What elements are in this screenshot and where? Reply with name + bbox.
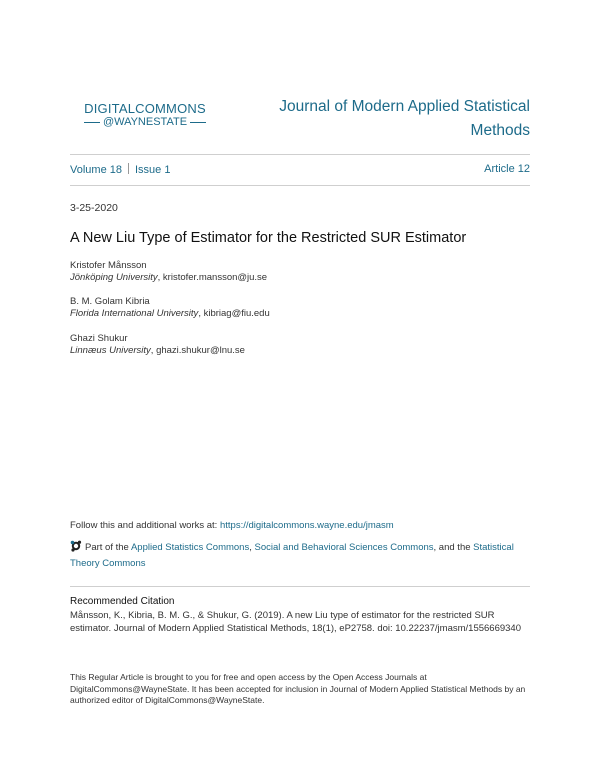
follow-text: Follow this and additional works at:	[70, 520, 220, 531]
part-of-separator: ,	[249, 542, 255, 553]
author-institution: Jönköping University	[70, 272, 158, 283]
issue-separator	[128, 163, 129, 174]
logo-dash-left	[84, 122, 100, 123]
author-email: , kibriag@fiu.edu	[198, 308, 270, 319]
logo-wordmark: DIGITALCOMMONS	[84, 101, 206, 116]
part-of-line	[70, 540, 530, 572]
divider-mid	[70, 185, 530, 186]
author-block	[70, 333, 530, 357]
citation-text: Månsson, K., Kibria, B. M. G., & Shukur, G. (2019). A new Liu type of estimator for the restricted SUR estimator. Journal of Modern Applied Statistical Methods, 18(1), eP2758. doi: 10.22237/jmasm/1556669340	[70, 610, 521, 634]
citation-heading: Recommended Citation	[70, 596, 175, 607]
publication-date: 3-25-2020	[70, 202, 118, 214]
follow-line	[70, 520, 530, 531]
collection-url-link[interactable]: https://digitalcommons.wayne.edu/jmasm	[219, 520, 394, 531]
access-note: This Regular Article is brought to you for free and open access by the Open Access Journals at DigitalCommons@WayneState. It has been accepted for inclusion in Journal of Modern Applied Statistical Methods by an authorized editor of DigitalCommons@WayneState.	[70, 672, 526, 705]
article-link[interactable]: Article 12	[484, 163, 530, 175]
author-name: Ghazi Shukur	[70, 333, 128, 344]
statistical-theory-link[interactable]: Statistical Theory Commons	[70, 542, 514, 569]
author-email: , kristofer.mansson@ju.se	[157, 272, 268, 283]
author-institution: Linnæus University	[70, 345, 151, 356]
divider-top	[70, 154, 530, 155]
author-name: B. M. Golam Kibria	[70, 296, 150, 307]
network-icon	[70, 540, 82, 552]
social-behavioral-sciences-link[interactable]: Social and Behavioral Sciences Commons	[254, 542, 434, 553]
part-of-prefix: Part of the	[85, 542, 131, 553]
divider-bottom	[70, 586, 530, 587]
issue-link[interactable]: Issue 1	[134, 164, 171, 176]
author-email: , ghazi.shukur@lnu.se	[150, 345, 245, 356]
journal-title-link[interactable]: Journal of Modern Applied Statistical Methods	[279, 98, 530, 139]
article-title: A New Liu Type of Estimator for the Restricted SUR Estimator	[70, 230, 467, 246]
author-block	[70, 260, 530, 284]
author-name: Kristofer Månsson	[70, 260, 147, 271]
logo-dash-right	[190, 122, 206, 123]
volume-link[interactable]: Volume 18	[70, 164, 122, 176]
applied-statistics-link[interactable]: Applied Statistics Commons	[130, 542, 250, 553]
part-of-separator: , and the	[433, 542, 474, 553]
logo-subline: @WAYNESTATE	[102, 116, 188, 128]
author-institution: Florida International University	[70, 308, 199, 319]
author-block	[70, 296, 530, 320]
digitalcommons-logo[interactable]	[78, 101, 212, 129]
